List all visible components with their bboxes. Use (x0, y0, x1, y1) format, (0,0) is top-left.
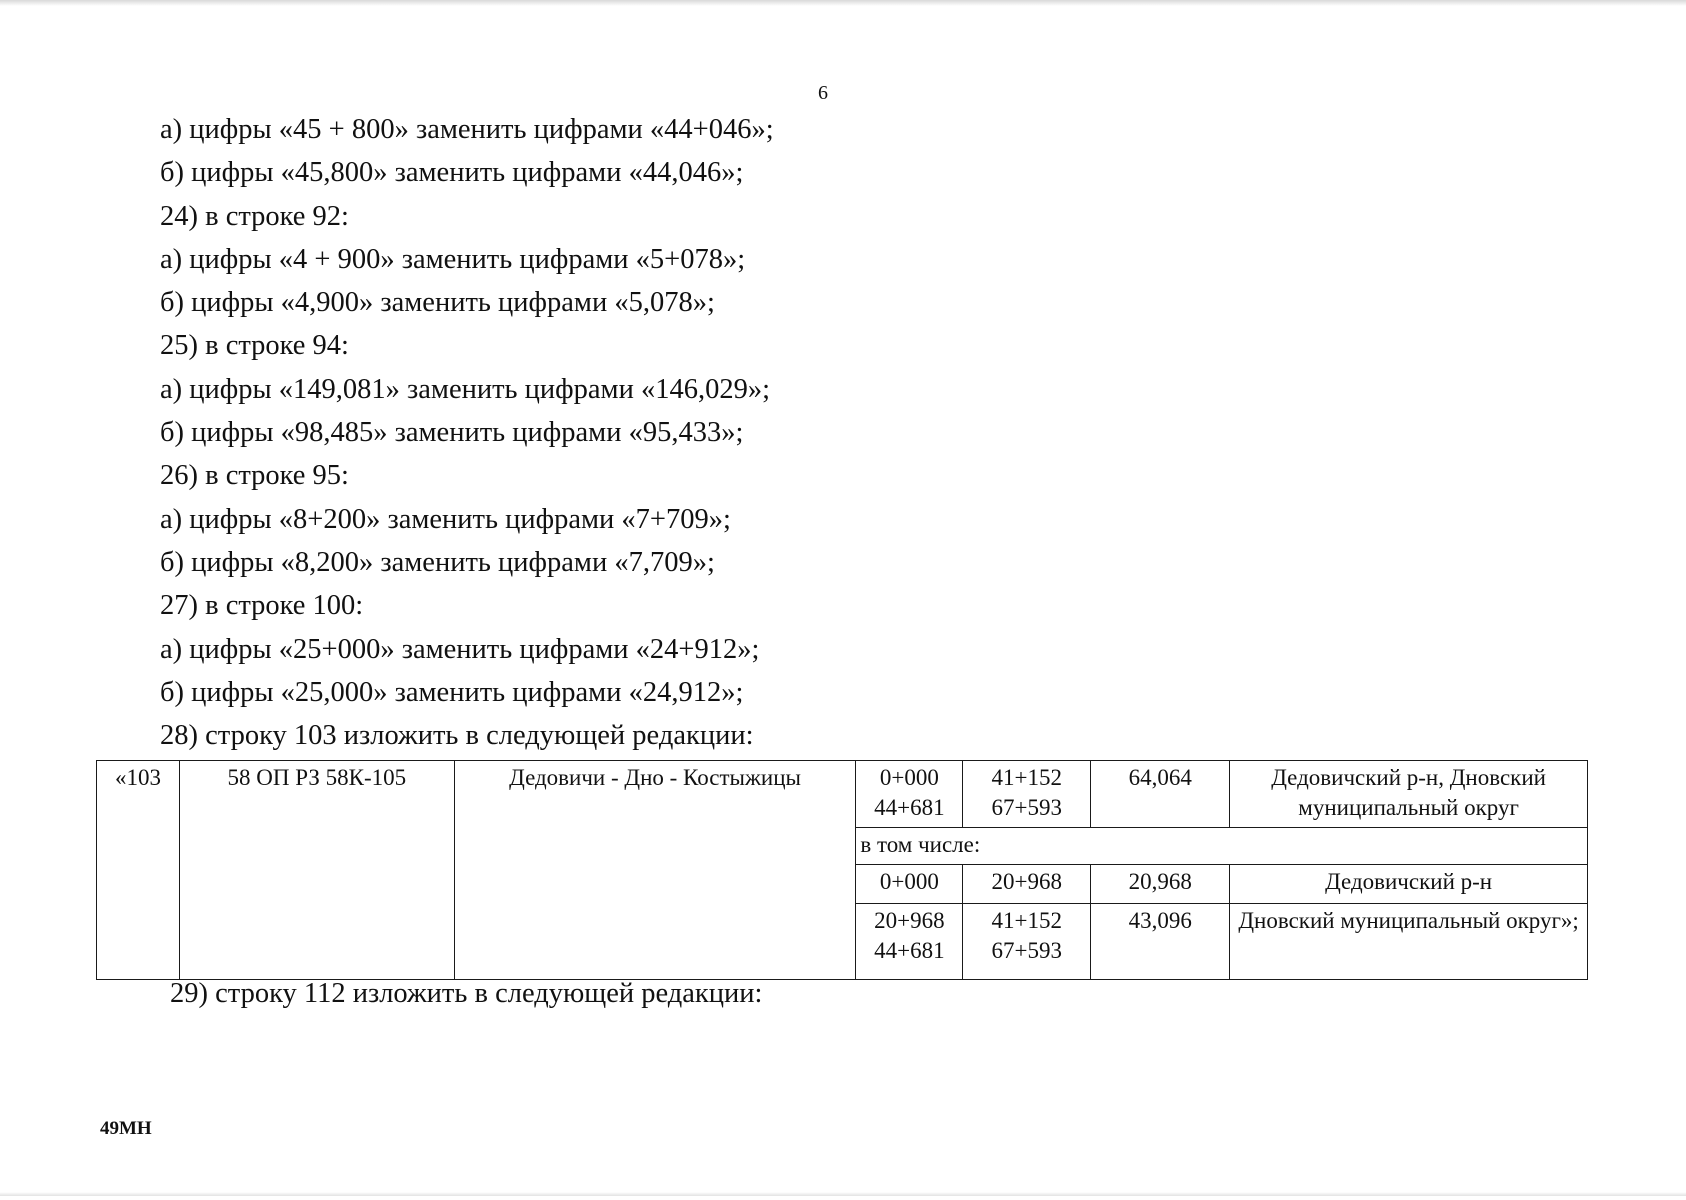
scan-edge-top (0, 0, 1686, 6)
km-end: 67+593 (991, 937, 1063, 963)
row-number-cell (97, 761, 180, 980)
district-cell (1230, 761, 1588, 828)
amendment-line-after-table: 29) строку 112 изложить в следующей редакции: (170, 978, 763, 1009)
km-start-cell (856, 864, 963, 903)
amendment-list (160, 108, 774, 757)
length-cell (1091, 864, 1230, 903)
including-label-cell (856, 827, 1588, 864)
amendment-line: 24) в строке 92: (160, 200, 349, 232)
page-number: 6 (818, 82, 828, 104)
amendment-line: а) цифры «45 + 800» заменить цифрами «44+046»; (160, 114, 774, 145)
km-end-cell (963, 903, 1091, 979)
district-cell (1230, 864, 1588, 903)
district-value: Дедовичский р-н, Дновский муниципальный округ (1271, 765, 1546, 820)
amendment-line: а) цифры «4 + 900» заменить цифрами «5+078»; (160, 243, 746, 275)
length-cell (1091, 761, 1230, 828)
km-start-cell (856, 761, 963, 828)
amendment-line: б) цифры «98,485» заменить цифрами «95,433»; (160, 417, 744, 449)
km-end: 67+593 (991, 795, 1063, 820)
district-cell (1230, 903, 1588, 979)
amendment-line: 27) в строке 100: (160, 590, 364, 622)
amendment-line: б) цифры «45,800» заменить цифрами «44,046»; (160, 157, 744, 189)
amendment-line: 25) в строке 94: (160, 330, 349, 362)
amendment-line: а) цифры «149,081» заменить цифрами «146,029»; (160, 373, 771, 405)
km-start: 44+681 (874, 937, 945, 963)
km-end: 20+968 (991, 868, 1063, 894)
amendment-line: б) цифры «8,200» заменить цифрами «7,709»; (160, 546, 715, 578)
length-value: 43,096 (1128, 907, 1192, 933)
road-row-table (96, 760, 1588, 980)
km-end-cell (963, 864, 1091, 903)
amendment-line: б) цифры «4,900» заменить цифрами «5,078»; (160, 287, 715, 319)
km-start: 44+681 (874, 795, 945, 820)
amendment-line: 26) в строке 95: (160, 460, 349, 492)
length-value: 64,064 (1128, 765, 1192, 790)
km-start: 0+000 (879, 868, 939, 894)
length-value: 20,968 (1128, 868, 1192, 894)
including-label: в том числе: (860, 831, 981, 857)
amendment-line: б) цифры «25,000» заменить цифрами «24,912»; (160, 676, 744, 708)
amendment-line: а) цифры «25+000» заменить цифрами «24+912»; (160, 633, 760, 665)
district-value: Дновский муниципальный округ»; (1238, 907, 1579, 933)
km-start-cell (856, 903, 963, 979)
amendment-line: 28) строку 103 изложить в следующей редакции: (160, 720, 754, 752)
km-start: 0+000 (879, 765, 939, 790)
km-end: 41+152 (991, 907, 1063, 933)
amendment-line: а) цифры «8+200» заменить цифрами «7+709»; (160, 503, 731, 535)
km-end: 41+152 (991, 765, 1063, 790)
road-id-cell (179, 761, 454, 980)
district-value: Дедовичский р-н (1325, 868, 1493, 894)
road-id: 58 ОП РЗ 58К-105 (227, 765, 407, 790)
km-end-cell (963, 761, 1091, 828)
road-table (96, 760, 1588, 980)
km-start: 20+968 (874, 907, 945, 933)
row-number: «103 (114, 765, 161, 790)
scan-edge-bottom (0, 1192, 1686, 1196)
road-name-cell (454, 761, 856, 980)
footer-code: 49МН (100, 1118, 152, 1139)
road-name: Дедовичи - Дно - Костыжицы (509, 765, 801, 790)
length-cell (1091, 903, 1230, 979)
